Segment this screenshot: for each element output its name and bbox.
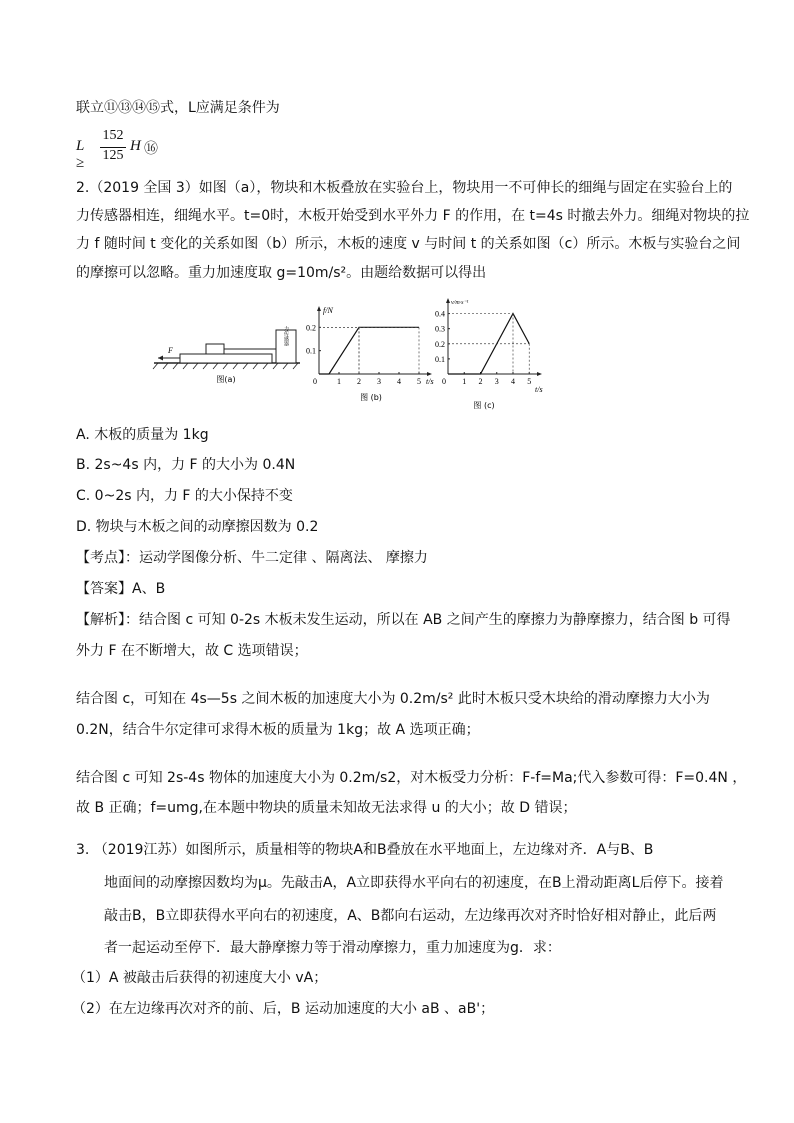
chart-b-xtick: 2 [357,377,361,386]
chart-c-xtick: 3 [494,377,499,386]
chart-c-xtick: 4 [511,377,515,386]
chart-c-xtick: 2 [478,377,483,386]
q2-line-4: 的摩擦可以忽略。重力加速度取 g=10m/s²。由题给数据可以得出 [76,265,487,281]
option-b: B. 2s~4s 内，力 F 的大小为 0.4N [76,457,296,473]
q3-subquestion-2: （2）在左边缘再次对齐的前、后，B 运动加速度的大小 aB 、aB'； [72,1001,495,1017]
q3-line-2: 地面间的动摩擦因数均为μ。先敲击A，A立即获得水平向右的初速度，在B上滑动距离L后停下。接着 [104,875,724,891]
board [180,354,272,363]
force-sensor-label: 力传感器 [283,326,289,346]
chart-c-ytick: 0.2 [435,339,445,349]
q2-line-1: 2.（2019 全国 3）如图（a），物块和木板叠放在实验台上，物块用一不可伸长的细绳与固定在实验台上的 [76,180,733,196]
chart-b-xtick: 1 [337,377,341,386]
option-c: C. 0~2s 内，力 F 的大小保持不变 [76,488,293,504]
fraction-denominator: 125 [102,148,124,163]
option-a: A. 木板的质量为 1kg [76,427,209,443]
analysis-line-2: 外力 F 在不断增大，故 C 选项错误； [76,643,308,659]
formula-lhs: L ≥ [76,138,85,171]
chart-c-xlabel: t/s [535,385,543,394]
chart-b-xtick: 3 [377,377,381,386]
force-label: F [168,346,173,355]
q2-line-3: 力 f 随时间 t 变化的关系如图（b）所示，木板的速度 v 与时间 t 的关系如图（c）所示。木板与实验台之间 [76,236,741,252]
chart-c-xtick: 5 [527,377,532,386]
chart-b-xtick: 4 [397,377,401,386]
chart-c [435,298,543,410]
chart-c-caption: 图 (c) [473,401,495,410]
q3-subquestion-1: （1）A 被敲击后获得的初速度大小 vA； [72,970,328,986]
analysis-line-6: 故 B 正确；f=umg,在本题中物块的质量未知故无法求得 u 的大小；故 D 错误； [76,800,577,816]
formula-variable: H [130,138,141,154]
option-d: D. 物块与木板之间的动摩擦因数为 0.2 [76,519,319,535]
chart-b-ylabel: f/N [323,306,333,315]
chart-c-ytick: 0.1 [435,354,445,364]
chart-b-caption: 图 (b) [360,393,382,402]
chart-b-ytick: 0.1 [306,346,316,356]
chart-c-xtick: 0 [442,377,446,386]
q3-line-3: 敲击B，B立即获得水平向右的初速度，A、B都向右运动，左边缘再次对齐时恰好相对静止，此后两 [104,908,717,924]
analysis-line-3: 结合图 c，可知在 4s—5s 之间木板的加速度大小为 0.2m/s² 此时木板只受木块给的滑动摩擦力大小为 [76,691,710,707]
chart-b-ytick: 0.2 [306,323,316,333]
equation-tag: ⑯ [144,141,158,157]
chart-c-ytick: 0.4 [435,309,445,319]
analysis-line-1: 【解析】：结合图 c 可知 0-2s 木板未发生运动，所以在 AB 之间产生的摩擦力为静摩擦力，结合图 b 可得 [76,612,731,628]
text-line: 联立⑪⑬⑭⑮式，L应满足条件为 [76,100,280,116]
figure-a-caption: 图(a) [216,375,236,384]
answer: 【答案】A、B [76,581,166,597]
chart-c-ytick: 0.3 [435,324,445,334]
fraction-numerator: 152 [102,128,124,143]
q3-line-4: 者一起运动至停下．最大静摩擦力等于滑动摩擦力，重力加速度为g．求： [104,940,561,956]
chart-b-series-line [319,327,419,374]
chart-b [306,306,434,402]
chart-c-ylabel: v/m·s⁻¹ [451,300,469,306]
analysis-line-4: 0.2N，结合牛尔定律可求得木板的质量为 1kg；故 A 选项正确； [76,722,480,738]
chart-c-xtick: 1 [462,377,467,386]
block [206,344,224,354]
figure-group [150,296,550,414]
chart-b-xtick: 0 [313,377,317,386]
q2-line-2: 力传感器相连，细绳水平。t=0时，木板开始受到水平外力 F 的作用，在 t=4s 时撤去外力。细绳对物块的拉 [76,208,750,224]
figure-a [153,325,300,384]
kaodian: 【考点】：运动学图像分析、牛二定律 、隔离法、 摩擦力 [76,550,428,566]
chart-b-xlabel: t/s [426,377,434,386]
analysis-line-5: 结合图 c 可知 2s-4s 物体的加速度大小为 0.2m/s2，对木板受力分析：F-f=Ma;代入参数可得：F=0.4N ， [76,770,747,786]
q3-line-1: 3. （2019江苏）如图所示，质量相等的物块A和B叠放在水平地面上，左边缘对齐．A与B、B [76,842,654,858]
chart-b-xtick: 5 [417,377,421,386]
